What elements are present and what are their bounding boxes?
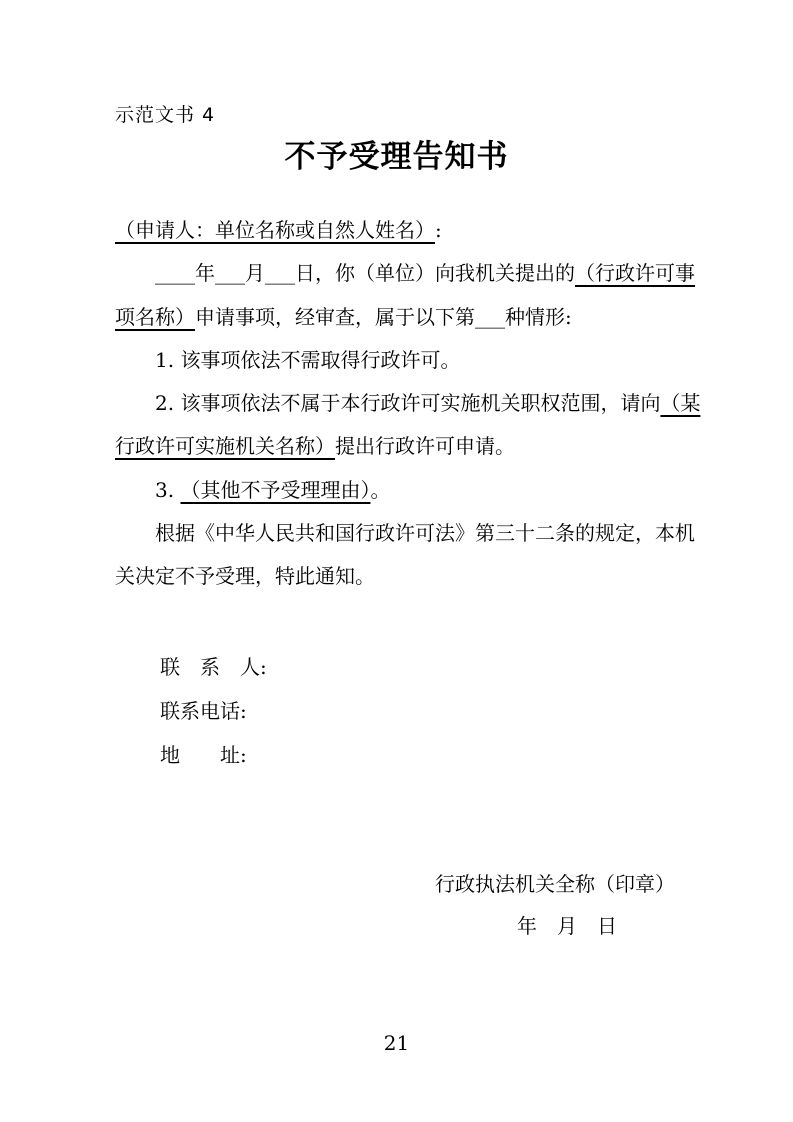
body-text-segment: 1. 该事项依法不需取得行政许可。 [155,347,461,372]
body-line [115,382,701,425]
body-text-segment: 提出行政许可申请。 [335,434,515,459]
body-line [115,512,695,555]
body-text-segment: 申请事项，经审查，属于以下第___种情形: [195,304,572,329]
body-line [115,252,695,295]
agency-name-line: 行政执法机关全称（印章） [435,872,675,896]
contact-line: 联 系 人: [160,655,267,679]
fill-in-blank: （申请人：单位名称或自然人姓名） [115,218,435,242]
contact-line: 地 址: [160,743,247,767]
body-line [115,555,680,598]
fill-in-blank: （某 [660,391,701,416]
signature-block [435,863,675,947]
doc-label: 示范文书 4 [115,104,216,126]
body-text-segment: 3. [155,477,181,502]
body-line [115,469,680,512]
body-line [115,339,680,382]
body-line [115,209,680,252]
contact-block [160,645,267,777]
contact-line: 联系电话: [160,699,247,723]
document-title: 不予受理告知书 [284,139,509,175]
body-line [115,425,680,468]
body-text-segment: : [435,218,442,242]
body-text-segment: 根据《中华人民共和国行政许可法》第三十二条的规定，本机 [155,521,695,546]
fill-in-blank: 行政许可实施机关名称） [115,434,335,459]
fill-in-blank: （行政许可事 [575,261,695,286]
date-line: 年 月 日 [517,914,617,938]
body-text [115,209,701,599]
body-line [115,296,680,339]
body-text-segment: 。 [370,477,391,502]
body-text-segment: 关决定不予受理，特此通知。 [115,564,375,589]
body-text-segment: 2. 该事项依法不属于本行政许可实施机关职权范围，请向 [155,391,661,416]
body-text-segment: ____年___月___日，你（单位）向我机关提出的 [155,261,575,286]
page-number: 21 [383,1031,410,1055]
fill-in-blank: （其他不予受理理由） [180,477,371,502]
fill-in-blank: 项名称） [115,304,195,329]
